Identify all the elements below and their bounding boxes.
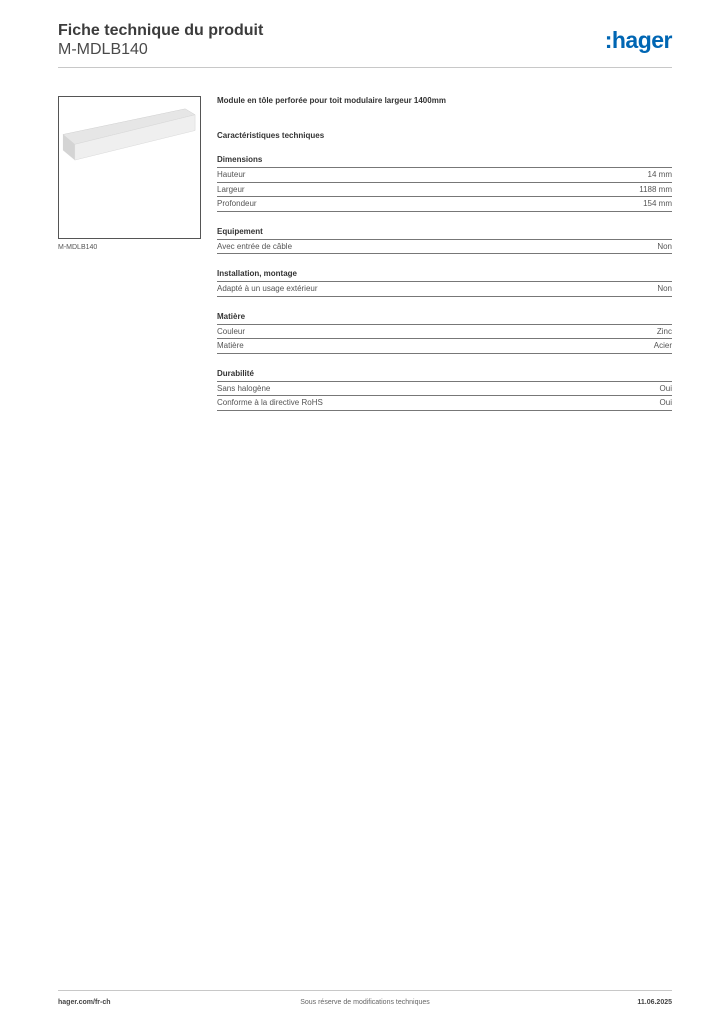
group-title: Dimensions: [217, 155, 672, 168]
characteristics-title: Caractéristiques techniques: [217, 131, 325, 140]
spec-row: [217, 197, 672, 212]
group-title: Installation, montage: [217, 269, 672, 282]
group-equipement: [217, 227, 672, 255]
group-title: Equipement: [217, 227, 672, 240]
spec-row: [217, 339, 672, 354]
group-title: Durabilité: [217, 369, 672, 382]
perforated-sheet-illustration: [59, 97, 200, 238]
spec-value: Non: [657, 284, 672, 293]
spec-value: Acier: [653, 341, 672, 350]
spec-value: Non: [657, 241, 672, 251]
spec-label: Hauteur: [217, 170, 246, 179]
spec-value: Oui: [659, 383, 672, 393]
spec-row: [217, 325, 672, 340]
group-dimensions: [217, 155, 672, 212]
group-installation: [217, 269, 672, 297]
product-description: Module en tôle perforée pour toit modulaire largeur 1400mm: [217, 96, 446, 105]
spec-row: [217, 282, 672, 297]
group-durabilite: [217, 369, 672, 411]
spec-value: 154 mm: [643, 199, 672, 208]
spec-row: [217, 396, 672, 411]
spec-value: Zinc: [656, 326, 672, 336]
spec-value: Oui: [659, 398, 672, 407]
spec-value: 14 mm: [647, 170, 672, 179]
group-matiere: [217, 312, 672, 354]
spec-label: Matière: [217, 341, 244, 350]
spec-row: [217, 240, 672, 255]
footer-disclaimer: Sous réserve de modifications techniques: [300, 999, 430, 1006]
spec-label: Conforme à la directive RoHS: [217, 398, 323, 407]
page-footer: [58, 990, 672, 1006]
spec-label: Sans halogène: [217, 383, 271, 393]
hager-logo: :hager: [604, 27, 672, 53]
footer-date: 11.06.2025: [637, 999, 672, 1006]
image-caption: M-MDLB140: [58, 244, 98, 251]
spec-label: Couleur: [217, 326, 246, 336]
product-image: [58, 96, 201, 239]
spec-row: [217, 168, 672, 183]
spec-row: [217, 183, 672, 198]
group-title: Matière: [217, 312, 672, 325]
footer-website: hager.com/fr-ch: [58, 999, 111, 1006]
spec-label: Profondeur: [217, 199, 257, 208]
spec-value: 1188 mm: [639, 184, 672, 194]
spec-row: [217, 382, 672, 397]
product-reference: M-MDLB140: [58, 41, 148, 58]
page-header: [58, 22, 672, 68]
page-title: Fiche technique du produit: [58, 22, 264, 39]
spec-label: Largeur: [217, 184, 245, 194]
spec-label: Avec entrée de câble: [217, 241, 293, 251]
spec-label: Adapté à un usage extérieur: [217, 284, 318, 293]
characteristics-section: [217, 96, 672, 411]
